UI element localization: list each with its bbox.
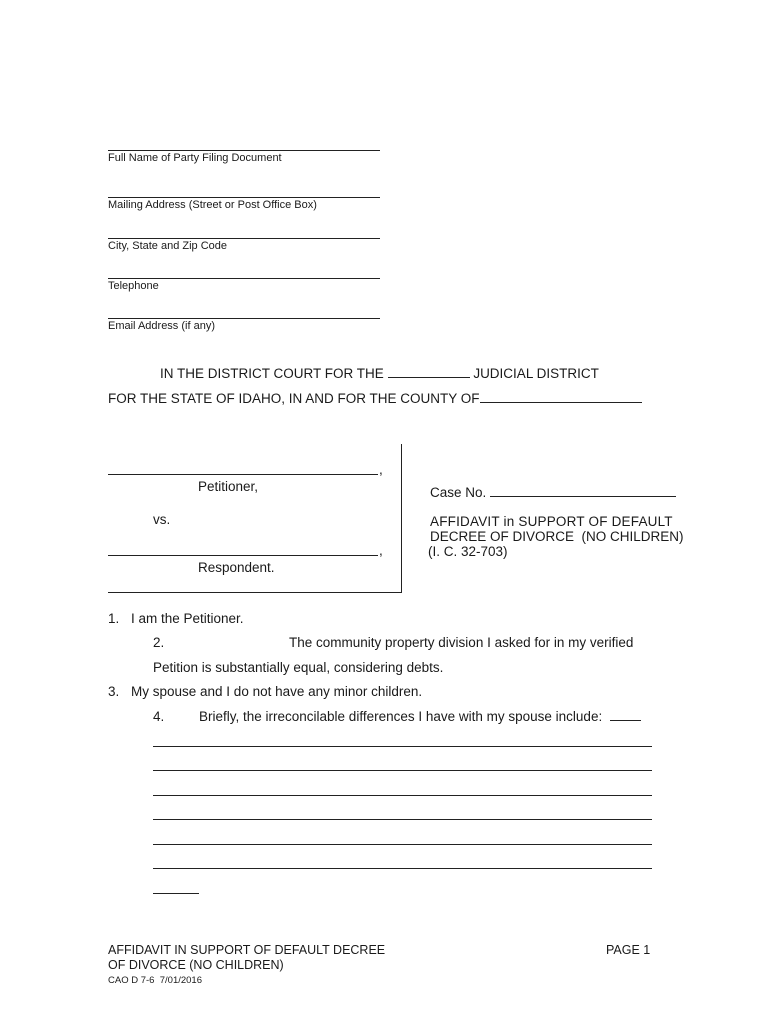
paragraph-3-number: 3. [108,684,120,699]
paragraph-1-number: 1. [108,611,120,626]
paragraph-3 [108,684,423,699]
email-line[interactable] [108,318,380,319]
court-heading-suffix: JUDICIAL DISTRICT [473,366,599,381]
footer-title-line2: OF DIVORCE (NO CHILDREN) [108,958,284,972]
court-heading-line1 [160,366,599,381]
respondent-comma: , [379,543,383,558]
paragraph-4-number: 4. [153,709,165,724]
paragraph-1-text: I am the Petitioner. [131,611,244,626]
petitioner-label: Petitioner, [198,479,259,494]
full-name-line[interactable] [108,150,380,151]
differences-answer-line[interactable] [153,819,652,820]
differences-answer-line[interactable] [153,844,652,845]
county-blank[interactable] [480,402,642,403]
court-heading-line2 [108,391,642,406]
respondent-label: Respondent. [198,560,275,575]
paragraph-2-text-b: Petition is substantially equal, considering debts. [153,660,444,675]
statute-citation: (I. C. 32-703) [428,544,508,559]
caption-bottom-rule [108,592,402,593]
differences-answer-line[interactable] [153,868,652,869]
vs-label: vs. [153,512,171,527]
judicial-district-blank[interactable] [388,377,470,378]
caption-divider [401,444,402,592]
paragraph-2-number: 2. [153,635,165,650]
email-label: Email Address (if any) [108,320,215,332]
differences-answer-line[interactable] [153,795,652,796]
footer-title [108,943,385,973]
paragraph-3-text: My spouse and I do not have any minor children. [131,684,423,699]
county-label: FOR THE STATE OF IDAHO, IN AND FOR THE COUNTY OF [108,391,480,406]
differences-answer-line[interactable] [153,770,652,771]
case-number-blank[interactable] [490,496,676,497]
mailing-address-label: Mailing Address (Street or Post Office Box) [108,199,317,211]
petitioner-name-line[interactable] [108,474,378,475]
paragraph-2-text-a: The community property division I asked for in my verified [289,635,634,650]
city-state-zip-label: City, State and Zip Code [108,240,228,252]
court-heading-prefix: IN THE DISTRICT COURT FOR THE [160,366,384,381]
page-number: PAGE 1 [606,943,651,957]
differences-blank-start[interactable] [610,720,641,721]
telephone-line[interactable] [108,278,380,279]
paragraph-1 [108,611,244,626]
full-name-label: Full Name of Party Filing Document [108,152,282,164]
telephone-label: Telephone [108,280,159,292]
paragraph-4-text: Briefly, the irreconcilable differences I have with my spouse include: [199,709,641,724]
case-number-row [430,485,676,500]
case-no-label: Case No. [430,485,487,500]
petitioner-comma: , [379,462,383,477]
differences-answer-line[interactable] [153,746,652,747]
differences-answer-line-short[interactable] [153,893,199,894]
document-title [430,514,695,559]
document-title-line2: DECREE OF DIVORCE (NO CHILDREN) [430,529,684,544]
city-state-zip-line[interactable] [108,238,380,239]
footer-title-line1: AFFIDAVIT IN SUPPORT OF DEFAULT DECREE [108,943,386,957]
form-code: CAO D 7-6 7/01/2016 [108,975,202,986]
document-title-line1: AFFIDAVIT in SUPPORT OF DEFAULT [430,514,673,529]
mailing-address-line[interactable] [108,197,380,198]
respondent-name-line[interactable] [108,555,378,556]
